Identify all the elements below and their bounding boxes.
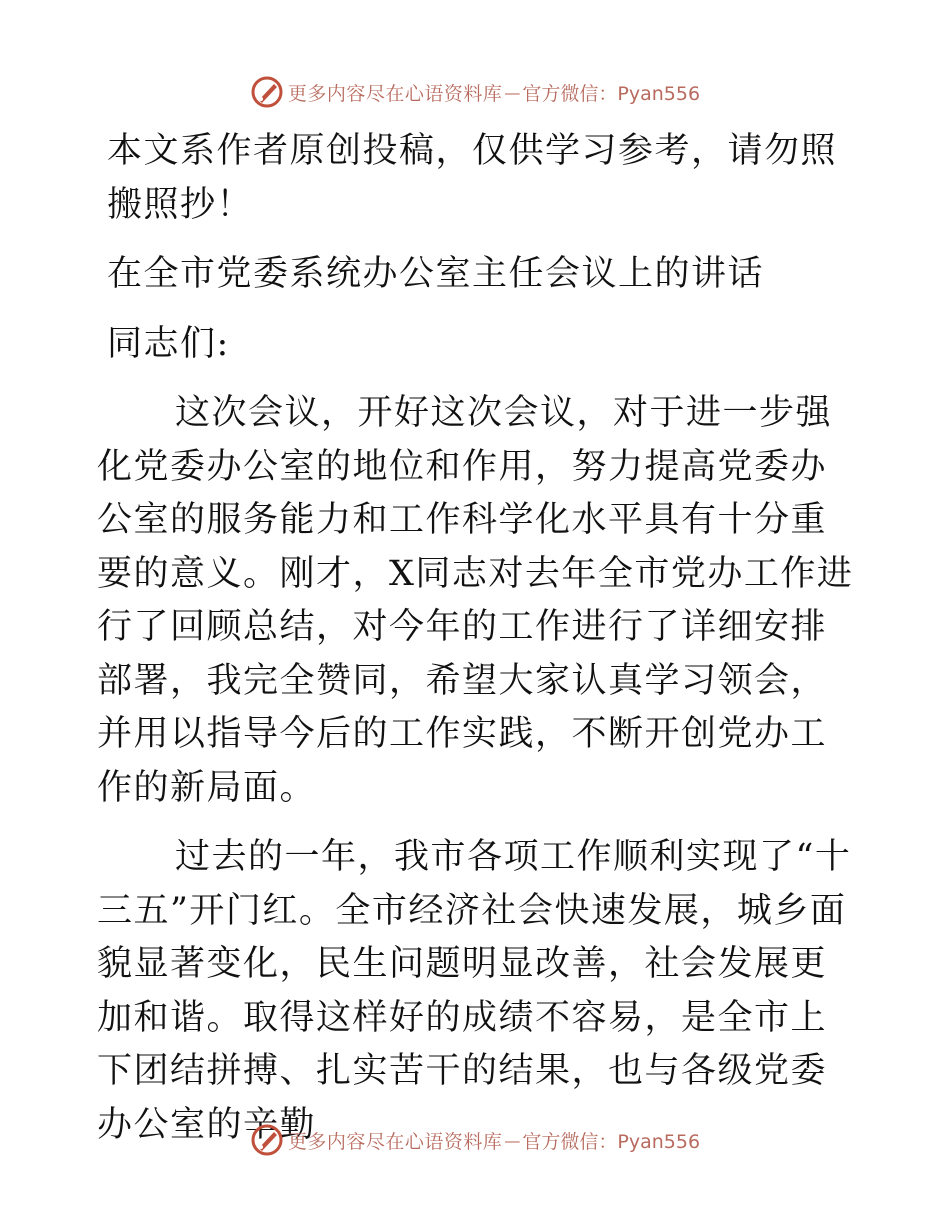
document-body [97, 125, 857, 1168]
greeting: 同志们: [107, 323, 230, 364]
wechat-id: 官方微信：Pyan556 [522, 82, 701, 105]
pen-logo-icon [250, 1123, 284, 1157]
wechat-id: 官方微信：Pyan556 [522, 1130, 701, 1153]
paragraph: 过去的一年，我市各项工作顺利实现了“十三五”开门红。全市经济社会快速发展，城乡面貌显著变化，民生问题明显改善，社会发展更加和谐。取得这样好的成绩不容易，是全市上下团结拼搏、扎实苦干的结果，也与各级党委办公室的辛勤 [97, 837, 852, 1145]
speech-title: 在全市党委系统办公室主任会议上的讲话 [107, 254, 765, 294]
pen-logo-icon [250, 75, 284, 109]
footer-banner [0, 1120, 950, 1160]
banner-dash: — [504, 82, 521, 102]
banner-text: 更多内容尽在心语资料库 [287, 82, 503, 105]
paragraph: 这次会议，开好这次会议，对于进一步强化党委办公室的地位和作用，努力提高党委办公室的服务能力和工作科学化水平具有十分重要的意义。刚才，X同志对去年全市党办工作进行了回顾总结，对今年的工作进行了详细安排部署，我完全赞同，希望大家认真学习领会，并用以指导今后的工作实践，不断开创党办工作的新局面。 [97, 393, 854, 808]
banner-text: 更多内容尽在心语资料库 [287, 1130, 503, 1153]
copyright-notice: 本文系作者原创投稿，仅供学习参考，请勿照搬照抄！ [107, 131, 838, 225]
banner-dash: — [504, 1130, 521, 1150]
header-banner [0, 72, 950, 112]
